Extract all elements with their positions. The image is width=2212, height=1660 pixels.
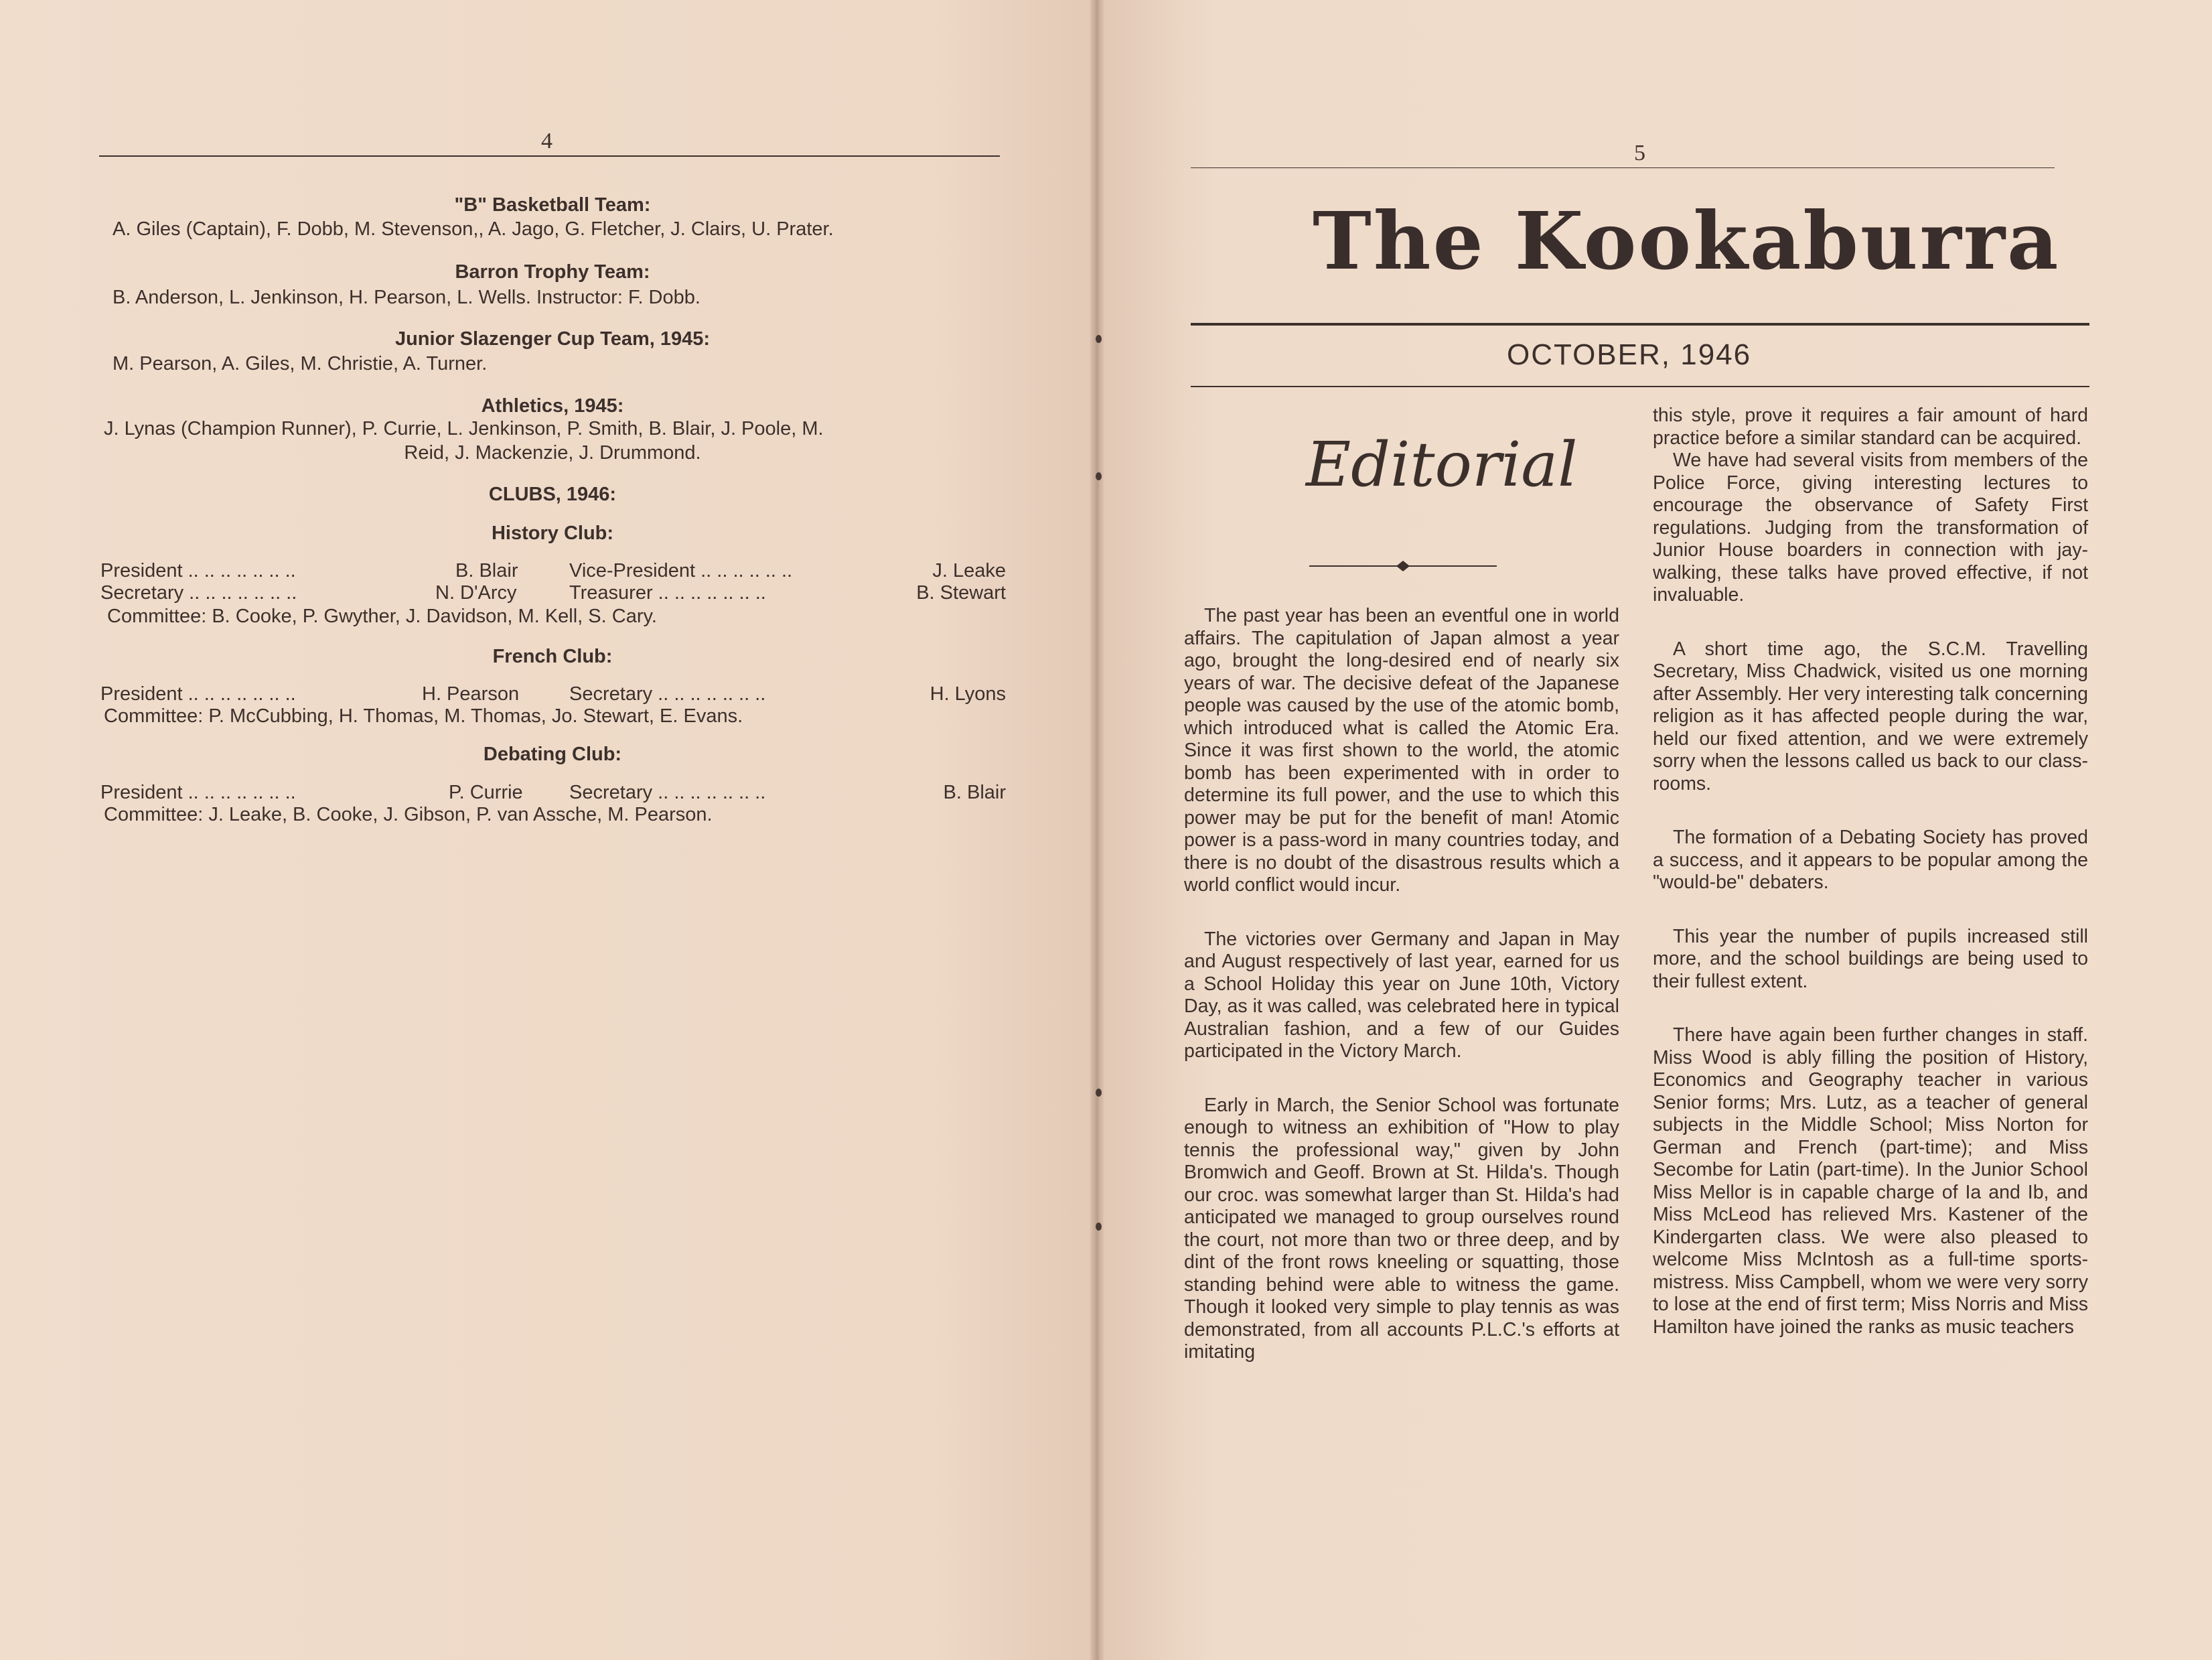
- athletics-heading: Athletics, 1945:: [481, 395, 624, 417]
- paragraph: Early in March, the Senior School was fortunate enough to witness an exhibition of "How to play tennis the professional way," given by John Bromwich and Geoff. Brown at St. Hilda's. Though our croc. was somewhat larger than St. Hilda's had anticipated we managed to group ourselves round the court, not more than two or three deep, and by dint of the front rows kneeling or squatting, those standing behind were able to witness the game. Though it looked very simple to play tennis as was demonstrated, from all accounts P.L.C.'s efforts at imitating: [1184, 1094, 1619, 1363]
- history-club-heading: History Club:: [491, 523, 614, 544]
- paragraph: We have had several visits from members of the Police Force, giving interesting lectures to encourage the observance of Safety First regulations. Judging from the transformation of Junior House boarders in connection with jay-walking, these talks have proved effective, if not invaluable.: [1653, 449, 2088, 606]
- paragraph: The formation of a Debating Society has proved a success, and it appears to be popular among the "would-be" debaters.: [1653, 827, 2088, 893]
- athletics-names-line1: J. Lynas (Champion Runner), P. Currie, L. Jenkinson, P. Smith, B. Blair, J. Poole, M.: [104, 418, 824, 439]
- paragraph: this style, prove it requires a fair amount of hard practice before a similar standard can be acquired.: [1653, 405, 2088, 449]
- french-secretary-name: H. Lyons: [930, 683, 1006, 705]
- diamond-icon: [1396, 561, 1410, 571]
- history-secretary-label: Secretary .. .. .. .. .. .. ..: [100, 582, 297, 604]
- masthead-rule-bottom: [1191, 386, 2089, 387]
- editorial-column-1: [1184, 605, 1619, 1395]
- history-treasurer-label: Treasurer .. .. .. .. .. .. ..: [569, 582, 766, 604]
- history-secretary-name: N. D'Arcy: [435, 582, 517, 604]
- french-committee: Committee: P. McCubbing, H. Thomas, M. Thomas, Jo. Stewart, E. Evans.: [104, 705, 743, 727]
- slazenger-heading: Junior Slazenger Cup Team, 1945:: [394, 328, 711, 350]
- debating-secretary-name: B. Blair: [943, 782, 1006, 803]
- page-number-left: 4: [541, 129, 552, 153]
- page-number-right: 5: [1634, 141, 1645, 165]
- staple-mark: [1096, 1089, 1102, 1097]
- issue-date: OCTOBER, 1946: [1507, 338, 1752, 371]
- barron-trophy-heading: Barron Trophy Team:: [455, 261, 650, 283]
- french-president-name: H. Pearson: [422, 683, 520, 705]
- history-committee: Committee: B. Cooke, P. Gwyther, J. Davidson, M. Kell, S. Cary.: [107, 606, 657, 627]
- header-rule-right: [1191, 167, 2055, 168]
- paragraph: The victories over Germany and Japan in May and August respectively of last year, earned for us a School Holiday this year on June 10th, Victory Day, as it was called, was celebrated here in typical Australian fashion, and a few of our Guides participated in the Victory March.: [1184, 928, 1619, 1062]
- history-treasurer-name: B. Stewart: [916, 582, 1006, 604]
- french-club-heading: French Club:: [492, 646, 613, 667]
- athletics-names-line2: Reid, J. Mackenzie, J. Drummond.: [404, 442, 701, 464]
- staple-mark: [1096, 472, 1102, 480]
- debating-president-label: President .. .. .. .. .. .. ..: [100, 782, 296, 803]
- paragraph: The past year has been an eventful one in world affairs. The capitulation of Japan almost a year ago, brought the long-desired end of nearly six years of war. The decisive defeat of the Japanese people was caused by the use of the atomic bomb, which introduced what is called the Atomic Era. Since it was first shown to the world, the atomic bomb has been experimented with in order to determine its full power, and the use to which this power may be put for the benefit of man! Atomic power is a pass-word in many countries today, and there is no doubt of the disastrous results which a world conflict would incur.: [1184, 605, 1619, 896]
- staple-mark: [1096, 335, 1102, 343]
- slazenger-names: M. Pearson, A. Giles, M. Christie, A. Turner.: [113, 353, 488, 374]
- b-basketball-names: A. Giles (Captain), F. Dobb, M. Stevenson,, A. Jago, G. Fletcher, J. Clairs, U. Prater.: [113, 218, 834, 240]
- clubs-heading: CLUBS, 1946:: [488, 484, 617, 505]
- left-page: [0, 0, 1096, 1660]
- editorial-heading: Editorial: [1306, 429, 1578, 500]
- debating-secretary-label: Secretary .. .. .. .. .. .. ..: [569, 782, 766, 803]
- french-president-label: President .. .. .. .. .. .. ..: [100, 683, 296, 705]
- french-secretary-label: Secretary .. .. .. .. .. .. ..: [569, 683, 766, 705]
- ornament-divider: [1309, 556, 1497, 576]
- history-vice-name: J. Leake: [932, 560, 1006, 581]
- history-president-label: President .. .. .. .. .. .. ..: [100, 560, 296, 581]
- masthead-rule-top: [1191, 323, 2089, 326]
- paragraph: This year the number of pupils increased still more, and the school buildings are being used to their fullest extent.: [1653, 925, 2088, 992]
- b-basketball-heading: "B" Basketball Team:: [454, 194, 651, 216]
- editorial-column-2: [1653, 405, 2088, 1370]
- debating-committee: Committee: J. Leake, B. Cooke, J. Gibson, P. van Assche, M. Pearson.: [104, 804, 713, 825]
- header-rule-left: [99, 155, 1000, 157]
- debating-president-name: P. Currie: [449, 782, 523, 803]
- masthead-title: The Kookaburra: [1313, 194, 2061, 287]
- history-vice-label: Vice-President .. .. .. .. .. ..: [569, 560, 793, 581]
- barron-trophy-names: B. Anderson, L. Jenkinson, H. Pearson, L. Wells. Instructor: F. Dobb.: [113, 287, 701, 308]
- paragraph: A short time ago, the S.C.M. Travelling Secretary, Miss Chadwick, visited us one morning after Assembly. Her very interesting talk concerning religion as it has affected people during the war, held our fixed attention, and we were extremely sorry when the lessons called us back to our class-rooms.: [1653, 638, 2088, 794]
- history-president-name: B. Blair: [455, 560, 518, 581]
- staple-mark: [1096, 1223, 1102, 1231]
- debating-club-heading: Debating Club:: [483, 744, 622, 765]
- paragraph: There have again been further changes in staff. Miss Wood is ably filling the position of History, Economics and Geography teacher in various Senior forms; Mrs. Lutz, as a teacher of general subjects in the Middle School; Miss Norton for German and French (part-time); and Miss Secombe for Latin (part-time). In the Junior School Miss Mellor is in capable charge of Ia and Ib, and Miss McLeod has relieved Mrs. Kastener of the Kindergarten class. We were also pleased to welcome Miss McIntosh as a full-time sports-mistress. Miss Campbell, whom we were very sorry to lose at the end of first term; Miss Norris and Miss Hamilton have joined the ranks as music teachers: [1653, 1024, 2088, 1338]
